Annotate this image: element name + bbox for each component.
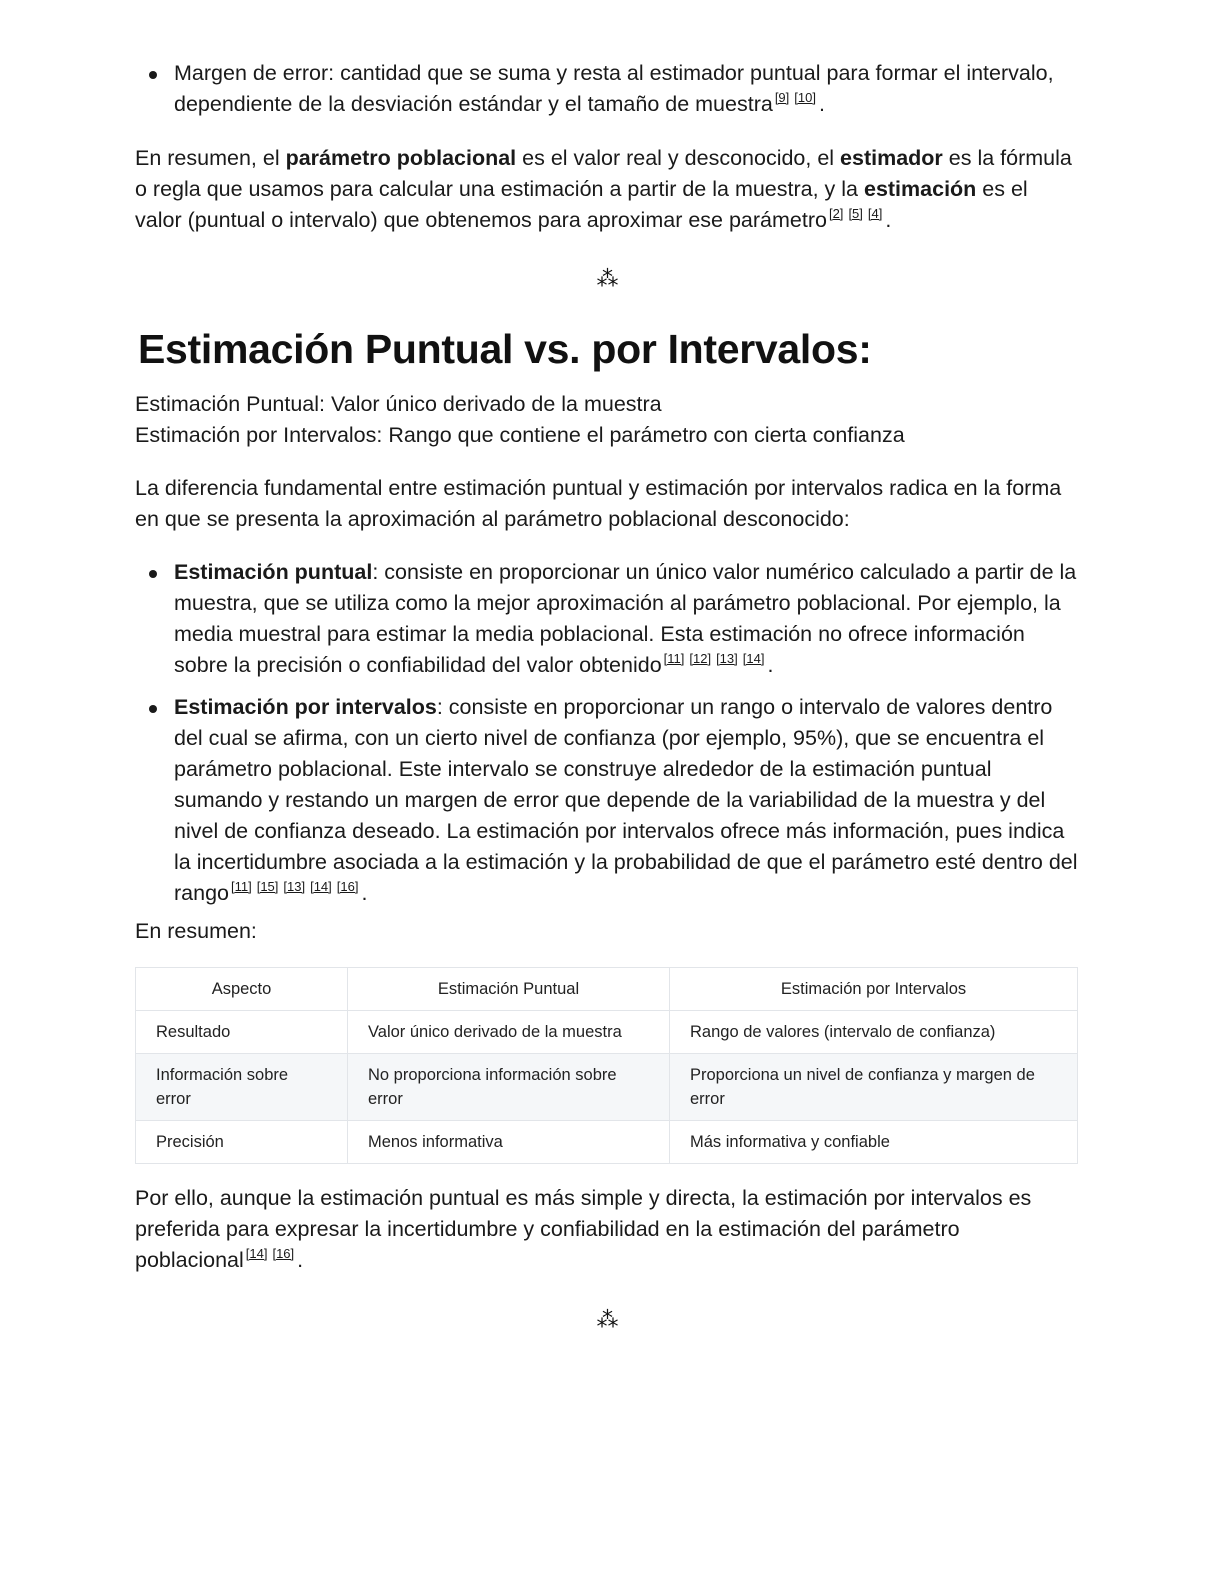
bold-term: estimador <box>840 146 943 170</box>
table-row <box>136 1121 1078 1164</box>
bold-term: Estimación puntual <box>174 560 373 584</box>
table-row <box>136 1054 1078 1121</box>
citation-link[interactable]: [5] <box>848 206 863 221</box>
text-span: es la fórmula o regla que usamos para calcular una estimación a partir de la muestra, y la <box>135 146 1072 201</box>
table-cell: Resultado <box>136 1011 348 1054</box>
citation-link[interactable]: [10] <box>794 90 816 105</box>
bold-term: parámetro poblacional <box>285 146 517 170</box>
table-cell: Información sobre error <box>136 1054 348 1121</box>
bold-term: Estimación por intervalos <box>174 695 437 719</box>
section-heading: Estimación Puntual vs. por Intervalos: <box>138 326 872 372</box>
definition-line: Estimación Puntual: Valor único derivado de la muestra <box>135 392 662 416</box>
list-item-puntual: Estimación puntual: consiste en proporcionar un único valor numérico calculado a partir de la muestra, que se utiliza como la mejor aproximación al parámetro poblacional. Por ejemplo, la media muestral para estimar la media poblacional. Esta estimación no ofrece información sobre la precisión o confiabilidad del valor obtenido [11] [12] [13] [14] . <box>135 557 1080 681</box>
comparison-table <box>135 967 1078 1164</box>
list-item-intervalos: Estimación por intervalos: consiste en proporcionar un rango o intervalo de valores dentro del cual se afirma, con un cierto nivel de confianza (por ejemplo, 95%), que se encuentra el parámetro poblacional. Este intervalo se construye alrededor de la estimación puntual sumando y restando un margen de error que depende de la variabilidad de la muestra y del nivel de confianza deseado. La estimación por intervalos ofrece más información, pues indica la incertidumbre asociada a la estimación y la probabilidad de que el parámetro esté dentro del rango [11] [15] [13] [14] [16] . <box>135 692 1080 909</box>
citation-link[interactable]: [14] <box>742 651 765 666</box>
table-header-cell: Aspecto <box>136 968 348 1011</box>
list-item-margen-error: Margen de error: cantidad que se suma y resta al estimador puntual para formar el intervalo, dependiente de la desviación estándar y el tamaño de muestra [9] [10] . <box>135 58 1080 120</box>
document-page <box>135 58 1080 1332</box>
table-cell: Precisión <box>136 1121 348 1164</box>
bold-term: estimación <box>863 177 977 201</box>
paragraph-text: Por ello, aunque la estimación puntual es más simple y directa, la estimación por intervalos es preferida para expresar la incertidumbre y confiabilidad en la estimación del parámetro poblacional <box>135 1186 1032 1272</box>
citation-link[interactable]: [14] <box>310 879 332 894</box>
comparison-bullet-list <box>135 557 1080 909</box>
top-bullet-list <box>135 58 1080 120</box>
citation-link[interactable]: [11] <box>663 651 685 666</box>
citation-link[interactable]: [16] <box>272 1246 295 1261</box>
bullet-text: : consiste en proporcionar un único valor numérico calculado a partir de la muestra, que se utiliza como la mejor aproximación al parámetro poblacional. Por ejemplo, la media muestral para estimar la media poblacional. Esta estimación no ofrece información sobre la precisión o confiabilidad del valor obtenido <box>174 560 1077 677</box>
bullet-text: Margen de error: cantidad que se suma y resta al estimador puntual para formar el intervalo, dependiente de la desviación estándar y el tamaño de muestra <box>174 61 1054 116</box>
citation-link[interactable]: [14] <box>245 1246 268 1261</box>
table-cell: No proporciona información sobre error <box>348 1054 670 1121</box>
table-header-cell: Estimación por Intervalos <box>670 968 1078 1011</box>
citation-link[interactable]: [4] <box>867 206 883 221</box>
citation-link[interactable]: [12] <box>689 651 712 666</box>
table-cell: Valor único derivado de la muestra <box>348 1011 670 1054</box>
table-header-row <box>136 968 1078 1011</box>
definitions-block <box>135 389 1080 451</box>
summary-label: En resumen: <box>135 919 257 943</box>
citation-link[interactable]: [2] <box>828 206 844 221</box>
text-span: es el valor real y desconocido, el <box>516 146 841 170</box>
summary-paragraph: En resumen, el parámetro poblacional es el valor real y desconocido, el estimador es la fórmula o regla que usamos para calcular una estimación a partir de la muestra, y la estimación es el valor (puntual o intervalo) que obtenemos para aproximar ese parámetro [2] [5] [4] . <box>135 146 1072 232</box>
table-header-cell: Estimación Puntual <box>348 968 670 1011</box>
definition-line: Estimación por Intervalos: Rango que contiene el parámetro con cierta confianza <box>135 423 905 447</box>
table-cell: Menos informativa <box>348 1121 670 1164</box>
difference-paragraph: La diferencia fundamental entre estimación puntual y estimación por intervalos radica en la forma en que se presenta la aproximación al parámetro poblacional desconocido: <box>135 476 1062 531</box>
citation-link[interactable]: [16] <box>336 879 359 894</box>
bullet-text: : consiste en proporcionar un rango o intervalo de valores dentro del cual se afirma, con un cierto nivel de confianza (por ejemplo, 95%), que se encuentra el parámetro poblacional. Este intervalo se construye alrededor de la estimación puntual sumando y restando un margen de error que depende de la variabilidad de la muestra y del nivel de confianza deseado. La estimación por intervalos ofrece más información, pues indica la incertidumbre asociada a la estimación y la probabilidad de que el parámetro esté dentro del rango <box>174 695 1078 905</box>
table-cell: Rango de valores (intervalo de confianza) <box>670 1011 1078 1054</box>
citation-link[interactable]: [13] <box>716 651 738 666</box>
table-row <box>136 1011 1078 1054</box>
text-span: En resumen, el <box>135 146 286 170</box>
table-cell: Más informativa y confiable <box>670 1121 1078 1164</box>
section-divider: ⁂ <box>596 267 619 292</box>
text-span: es el valor (puntual o intervalo) que obtenemos para aproximar ese parámetro <box>135 177 1028 232</box>
citation-link[interactable]: [11] <box>231 879 252 894</box>
conclusion-paragraph: Por ello, aunque la estimación puntual es más simple y directa, la estimación por intervalos es preferida para expresar la incertidumbre y confiabilidad en la estimación del parámetro poblacional [14] [16] . <box>135 1186 1032 1272</box>
section-divider: ⁂ <box>596 1308 619 1333</box>
citation-link[interactable]: [15] <box>256 879 279 894</box>
citation-link[interactable]: [9] <box>774 90 790 105</box>
table-cell: Proporciona un nivel de confianza y margen de error <box>670 1054 1078 1121</box>
citation-link[interactable]: [13] <box>283 879 306 894</box>
